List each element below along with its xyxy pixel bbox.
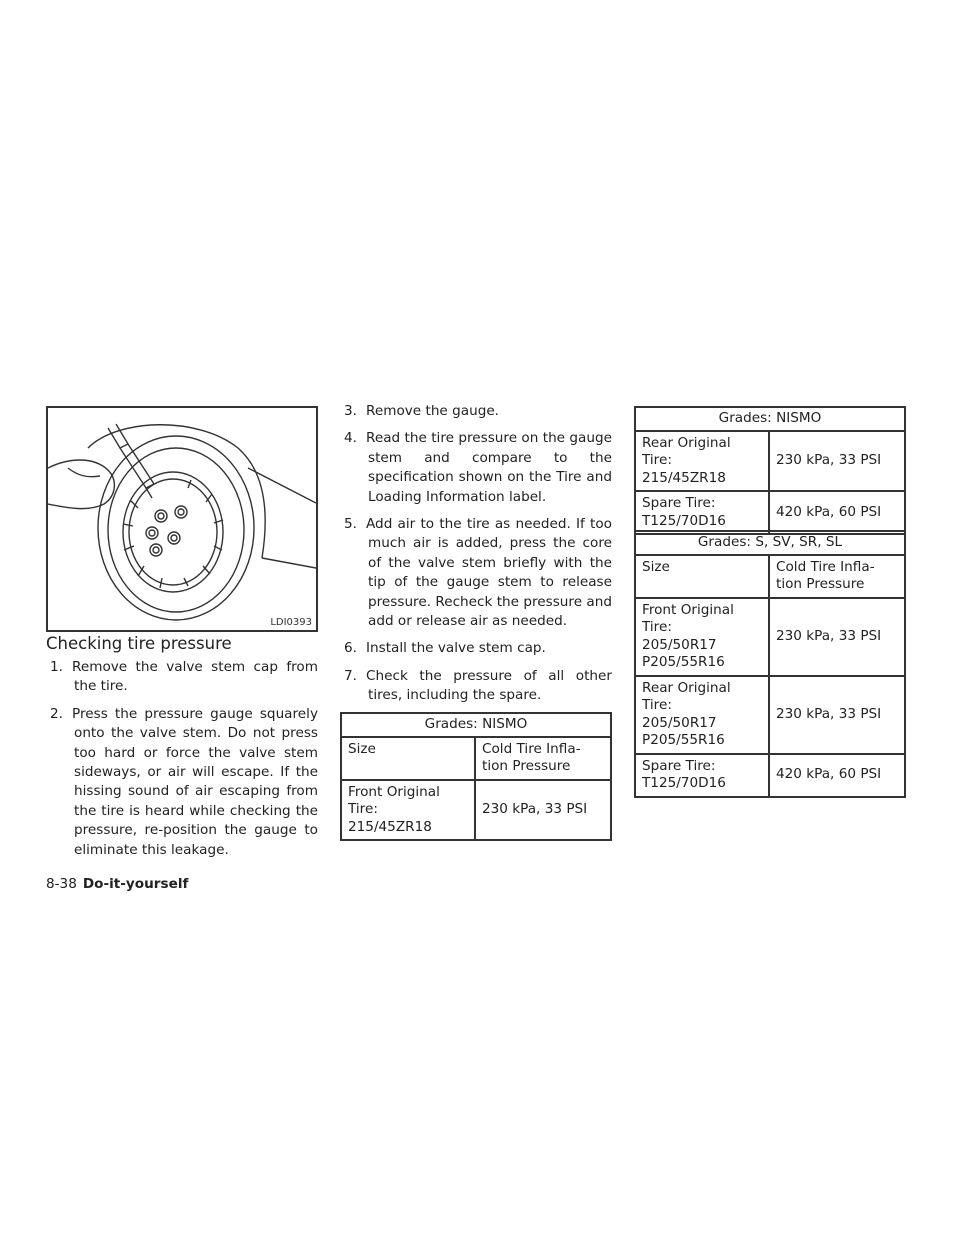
table-header-size: Size bbox=[635, 555, 769, 598]
table-cell-pressure: 230 kPa, 33 PSI bbox=[475, 780, 611, 841]
table-cell-pressure: 420 kPa, 60 PSI bbox=[769, 491, 905, 534]
table-caption: Grades: NISMO bbox=[635, 407, 905, 431]
page-footer bbox=[46, 876, 188, 892]
table-header-pressure: Cold Tire Infla- tion Pressure bbox=[769, 555, 905, 598]
step-number: 4. bbox=[344, 430, 357, 447]
step-number: 5. bbox=[344, 516, 357, 533]
table-cell-pressure: 230 kPa, 33 PSI bbox=[769, 431, 905, 492]
table-caption: Grades: S, SV, SR, SL bbox=[635, 531, 905, 555]
step-text: Add air to the tire as needed. If too much air is added, press the core of the valve stem briefly with the tip of the gauge stem to release pressure. Recheck the pressure and add or release air as needed. bbox=[366, 516, 612, 630]
table-cell-pressure: 230 kPa, 33 PSI bbox=[769, 676, 905, 754]
step-item bbox=[46, 658, 318, 697]
section-heading: Checking tire pressure bbox=[46, 634, 232, 653]
pressure-table-nismo-rear bbox=[634, 406, 906, 535]
step-item bbox=[46, 705, 318, 860]
step-number: 7. bbox=[344, 667, 357, 684]
step-text: Check the pressure of all other tires, including the spare. bbox=[366, 667, 612, 704]
table-cell-pressure: 420 kPa, 60 PSI bbox=[769, 754, 905, 797]
table-cell-size: Spare Tire: T125/70D16 bbox=[635, 754, 769, 797]
pressure-table-nismo-front bbox=[340, 712, 612, 841]
steps-column-1 bbox=[46, 658, 318, 868]
step-item bbox=[340, 667, 612, 706]
figure-label: LDI0393 bbox=[270, 617, 312, 628]
tire-gauge-figure bbox=[46, 406, 318, 632]
step-text: Press the pressure gauge squarely onto the valve stem. Do not press too hard or force the valve stem sideways, or air will escape. If the hissing sound of air escaping from the tire is heard while checking the pressure, re-position the gauge to eliminate this leakage. bbox=[72, 705, 318, 858]
table-cell-size: Spare Tire: T125/70D16 bbox=[635, 491, 769, 534]
step-number: 1. bbox=[50, 659, 63, 675]
table-cell-size: Front Original Tire: 215/45ZR18 bbox=[341, 780, 475, 841]
step-item bbox=[340, 515, 612, 631]
pressure-table-s-sv-sr-sl bbox=[634, 530, 906, 798]
step-number: 3. bbox=[344, 403, 357, 419]
section-name: Do-it-yourself bbox=[82, 876, 189, 892]
table-header-pressure: Cold Tire Infla- tion Pressure bbox=[475, 737, 611, 780]
step-number: 2. bbox=[50, 705, 63, 722]
steps-column-2 bbox=[340, 402, 612, 714]
table-cell-size: Rear Original Tire: 215/45ZR18 bbox=[635, 431, 769, 492]
step-item bbox=[340, 429, 612, 507]
step-text: Remove the gauge. bbox=[366, 403, 500, 419]
step-text: Read the tire pressure on the gauge stem and compare to the specification shown on the Tire and Loading Information label. bbox=[366, 430, 612, 505]
step-text: Install the valve stem cap. bbox=[366, 640, 546, 657]
tire-pressure-gauge-illustration bbox=[48, 408, 316, 630]
table-caption: Grades: NISMO bbox=[341, 713, 611, 737]
step-text: Remove the valve stem cap from the tire. bbox=[72, 659, 318, 695]
step-item bbox=[340, 639, 612, 658]
page-number: 8-38 bbox=[46, 876, 77, 892]
table-cell-size: Rear Original Tire: 205/50R17 P205/55R16 bbox=[635, 676, 769, 754]
table-cell-size: Front Original Tire: 205/50R17 P205/55R16 bbox=[635, 598, 769, 676]
table-cell-pressure: 230 kPa, 33 PSI bbox=[769, 598, 905, 676]
table-header-size: Size bbox=[341, 737, 475, 780]
step-item bbox=[340, 402, 612, 421]
step-number: 6. bbox=[344, 640, 357, 657]
